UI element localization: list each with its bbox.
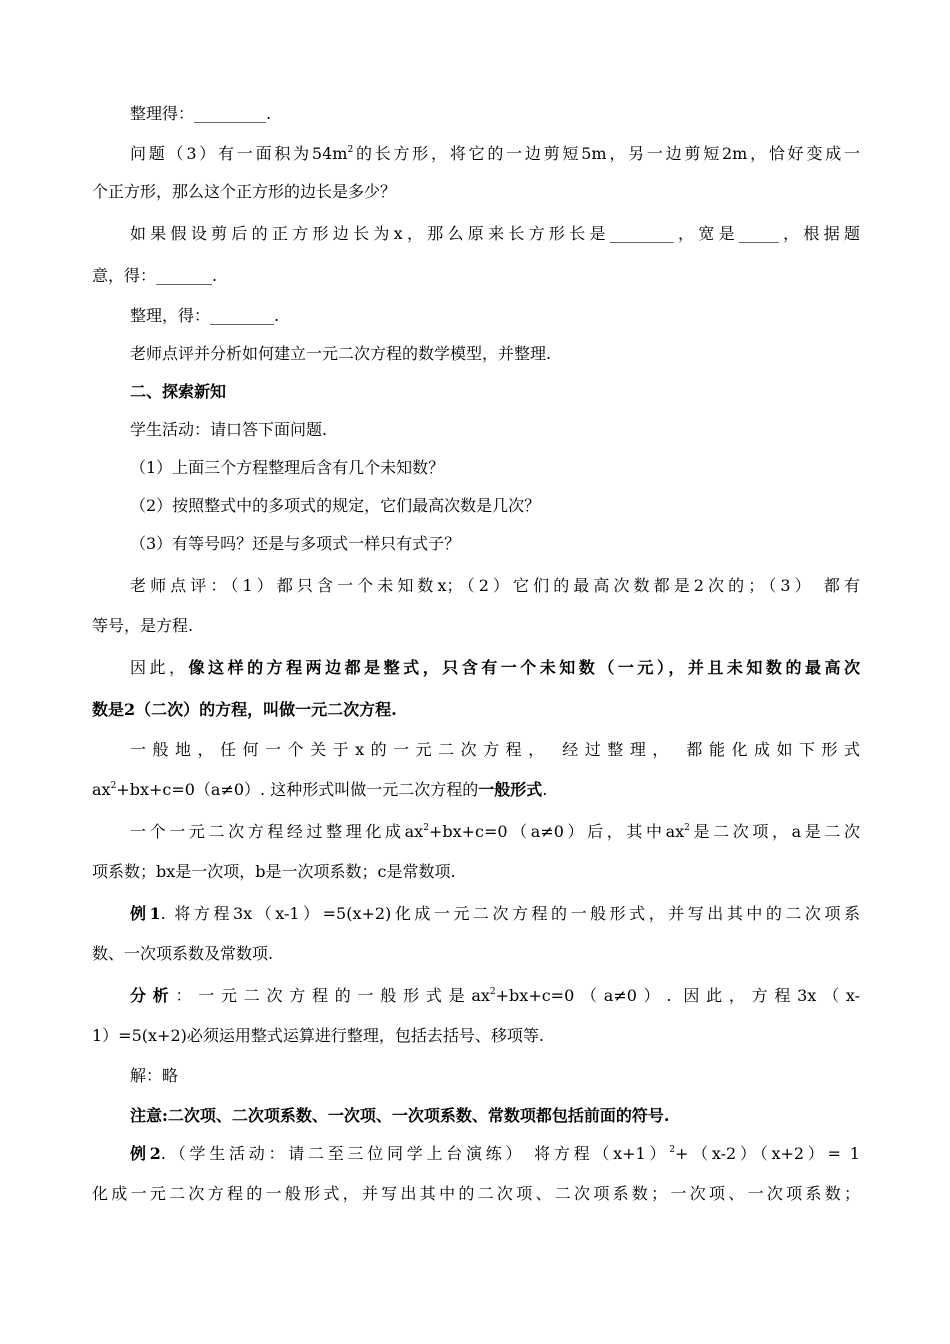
note-line xyxy=(130,1104,860,1128)
text-line xyxy=(130,342,860,366)
text-span: （1）上面三个方程整理后含有几个未知数？ xyxy=(130,458,445,477)
definition-line xyxy=(130,656,860,680)
text-span: . xyxy=(542,780,548,799)
definition-line xyxy=(92,698,860,722)
text-span: 项系数；bx是一次项，b是一次项系数；c是常数项. xyxy=(92,862,456,881)
bold-text: 数是2（二次）的方程，叫做一元二次方程. xyxy=(92,700,397,719)
bold-text: 例2 xyxy=(130,1144,161,1163)
text-span: 的长方形，将它的一边剪短5m，另一边剪短2m，恰好变成一 xyxy=(353,144,860,163)
text-span: 一般地，任何一个关于x的一元二次方程， 经过整理， 都能化成如下形式 xyxy=(130,740,860,759)
text-span: +（x-2）（x+2）= 1 xyxy=(674,1144,860,1163)
text-span: +bx+c=0（a≠0）. 因此，方程3x（x- xyxy=(495,986,860,1005)
text-span: 等号，是方程. xyxy=(92,616,194,635)
text-line xyxy=(130,102,860,126)
text-line xyxy=(92,180,860,204)
text-span: 老师点评：（1）都只含一个未知数x；（2）它们的最高次数都是2次的；（3） 都有 xyxy=(130,576,860,595)
text-span: （2）按照整式中的多项式的规定，它们最高次数是几次？ xyxy=(130,496,541,515)
text-span: ax xyxy=(92,780,111,799)
example-line xyxy=(130,1142,860,1166)
section-heading xyxy=(130,380,860,404)
text-span: 整理得：_________. xyxy=(130,104,272,123)
text-span: +bx+c=0（a≠0）后，其中ax xyxy=(428,822,685,841)
example-line xyxy=(92,942,860,966)
text-span: .（学生活动：请二至三位同学上台演练） 将方程（x+1） xyxy=(160,1144,670,1163)
question-item xyxy=(130,532,860,556)
bold-text: 一般形式 xyxy=(478,780,543,799)
text-line xyxy=(130,418,860,442)
text-span: 数、一次项系数及常数项. xyxy=(92,944,274,963)
text-span: . 将方程3x（x-1）=5(x+2)化成一元二次方程的一般形式，并写出其中的二次项系 xyxy=(160,904,860,923)
superscript: 2 xyxy=(423,822,429,833)
question-item xyxy=(130,456,860,480)
example-line xyxy=(130,902,860,926)
text-span: ：一元二次方程的一般形式是ax xyxy=(175,986,490,1005)
solution-line xyxy=(130,1064,860,1088)
superscript: 2 xyxy=(347,144,354,155)
superscript: 2 xyxy=(110,780,117,791)
bold-text: 注意:二次项、二次项系数、一次项、一次项系数、常数项都包括前面的符号. xyxy=(130,1106,670,1125)
bold-text: 分析 xyxy=(130,986,176,1005)
text-span: 因此， xyxy=(130,658,189,677)
superscript: 2 xyxy=(684,822,690,833)
text-span: 如果假设剪后的正方形边长为x，那么原来长方形长是________，宽是_____，根据题 xyxy=(130,224,860,243)
text-line xyxy=(130,222,860,246)
superscript: 2 xyxy=(669,1144,675,1155)
text-span: 化成一元二次方程的一般形式，并写出其中的二次项、二次项系数；一次项、一次项系数； xyxy=(92,1184,860,1203)
text-span: 老师点评并分析如何建立一元二次方程的数学模型，并整理. xyxy=(130,344,552,363)
text-span: 意，得：_______. xyxy=(92,266,218,285)
text-line xyxy=(130,142,860,166)
text-line xyxy=(130,574,860,598)
text-span: 学生活动：请口答下面问题. xyxy=(130,420,328,439)
text-line xyxy=(92,264,860,288)
analysis-line xyxy=(92,1024,860,1048)
text-line xyxy=(130,304,860,328)
text-span: 1）=5(x+2)必须运用整式运算进行整理，包括去括号、移项等. xyxy=(92,1026,544,1045)
text-line xyxy=(92,778,860,802)
text-span: 整理，得：________. xyxy=(130,306,280,325)
text-line xyxy=(130,738,860,762)
text-span: 问题（3）有一面积为54m xyxy=(130,144,348,163)
text-line xyxy=(92,860,860,884)
text-span: +bx+c=0（a≠0）. 这种形式叫做一元二次方程的 xyxy=(116,780,479,799)
text-line xyxy=(130,820,860,844)
analysis-line xyxy=(130,984,860,1008)
text-line xyxy=(92,614,860,638)
bold-text: 例1 xyxy=(130,904,161,923)
text-span: 一个一元二次方程经过整理化成ax xyxy=(130,822,424,841)
text-span: （3）有等号吗？还是与多项式一样只有式子？ xyxy=(130,534,461,553)
bold-text: 二、探索新知 xyxy=(130,382,227,401)
bold-text: 像这样的方程两边都是整式，只含有一个未知数（一元），并且未知数的最高次 xyxy=(188,658,860,677)
text-span: 个正方形，那么这个正方形的边长是多少？ xyxy=(92,182,397,201)
question-item xyxy=(130,494,860,518)
example-line xyxy=(92,1182,860,1206)
superscript: 2 xyxy=(489,986,496,997)
text-span: 是二次项，a是二次 xyxy=(689,822,860,841)
text-span: 解：略 xyxy=(130,1066,179,1085)
